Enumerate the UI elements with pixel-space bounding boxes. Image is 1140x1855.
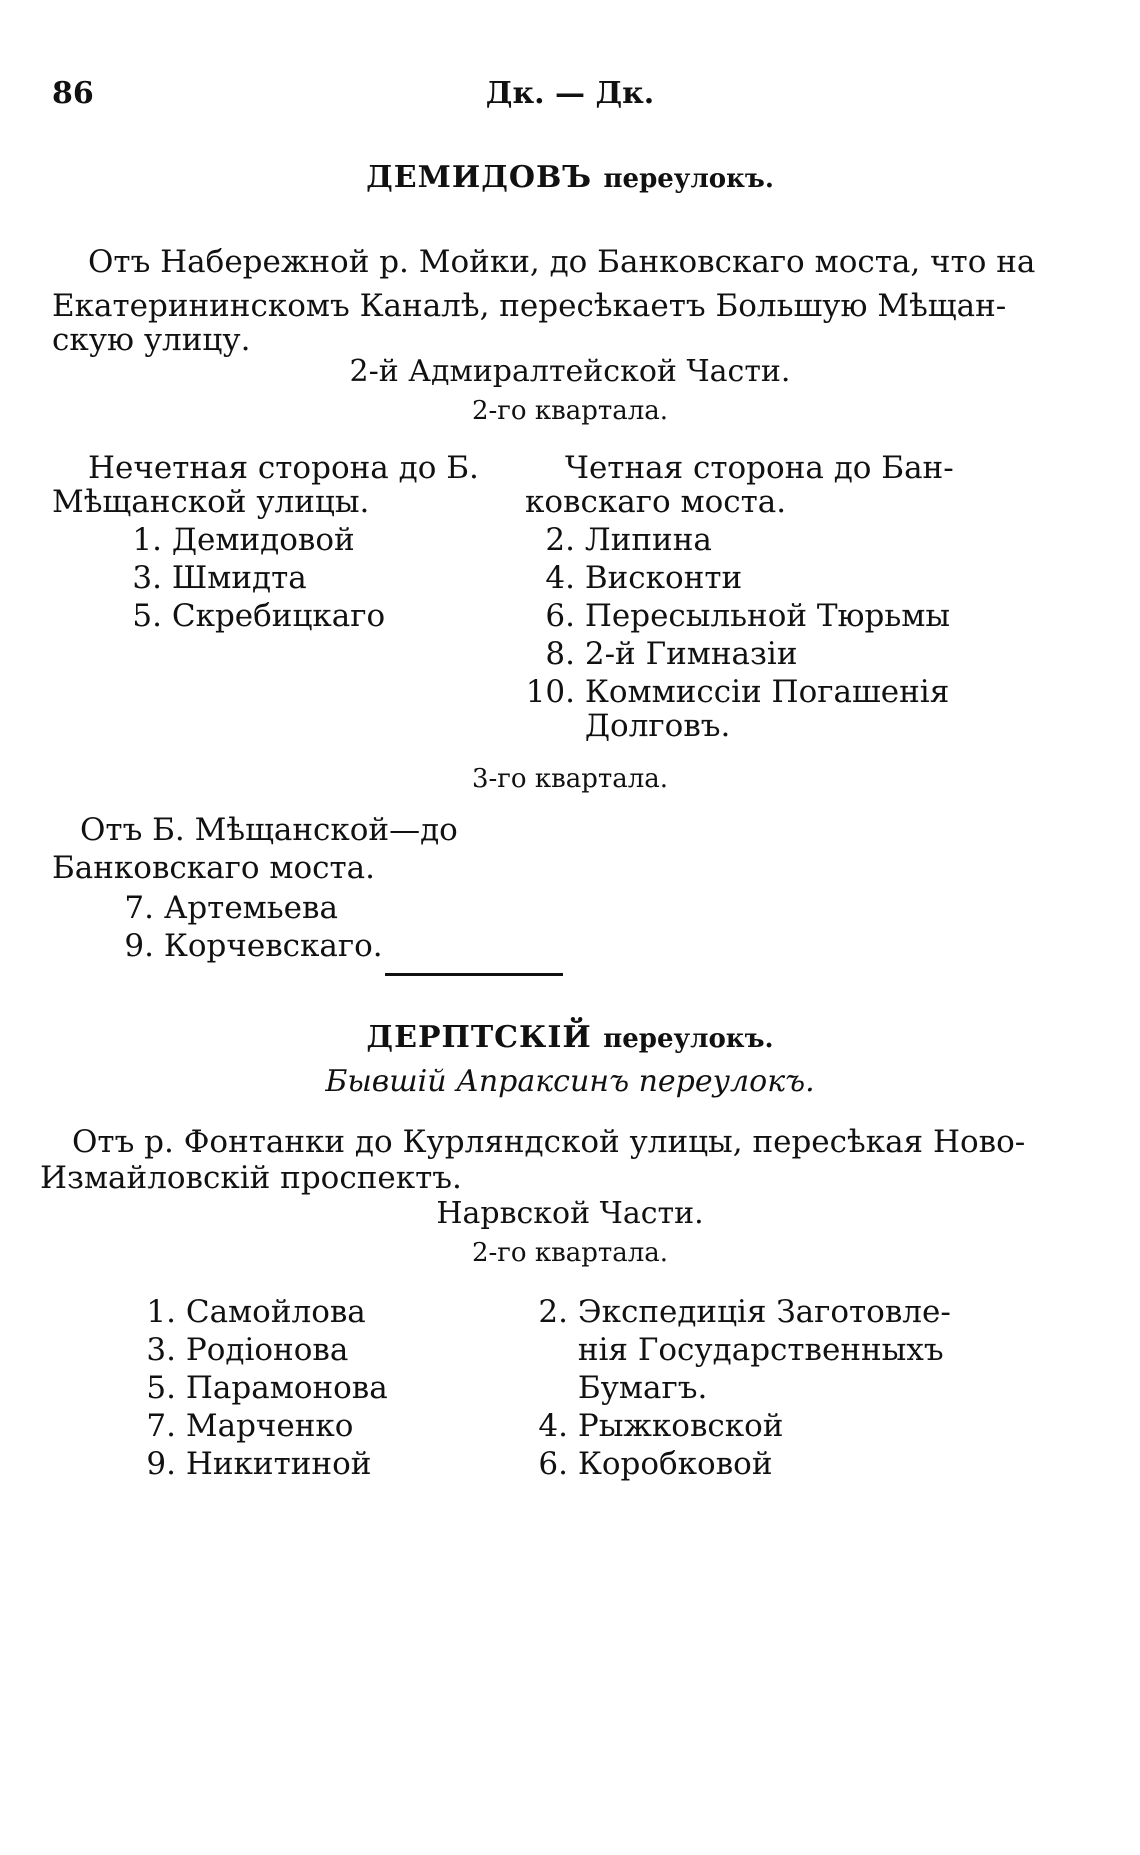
item-name: Коммиссіи Погашенія (584, 674, 950, 710)
section-title-derpt (0, 1020, 1140, 1055)
even-side-heading: ковскаго моста. (525, 484, 787, 520)
item-name: Самойлова (185, 1294, 366, 1330)
page-number: 86 (52, 76, 94, 111)
item-name: Никитиной (185, 1446, 372, 1482)
quarter-label: 2-го квартала. (471, 396, 669, 426)
odd-side-column (52, 1290, 492, 1486)
district-label: Нарвской Части. (436, 1196, 704, 1231)
item-name: Корчевскаго. (163, 928, 383, 964)
item-name: Бумагъ. (577, 1370, 708, 1406)
item-name: Долговъ. (584, 708, 731, 744)
item-number: 7. (146, 1408, 176, 1444)
item-number: 4. (538, 1408, 568, 1444)
list-item (52, 924, 552, 968)
item-number: 3. (132, 560, 162, 596)
item-name: Парамонова (185, 1370, 388, 1406)
item-number: 8. (545, 636, 575, 672)
item-number: 5. (132, 598, 162, 634)
item-name: Висконти (584, 560, 743, 596)
item-number: 1. (146, 1294, 176, 1330)
item-number: 3. (146, 1332, 176, 1368)
section-title-caps: ДЕРПТСКІЙ (366, 1020, 592, 1055)
running-head: Дк. — Дк. (485, 76, 655, 111)
description-line-1: Отъ р. Фонтанки до Курляндской улицы, пересѣкая Ново- (72, 1124, 1026, 1160)
quarter-label: 2-го квартала. (471, 1238, 669, 1268)
item-number: 6. (538, 1446, 568, 1482)
quarter-3-column (52, 808, 552, 968)
item-number: 10. (525, 674, 575, 710)
former-name: Бывшій Апраксинъ переулокъ. (325, 1064, 815, 1099)
item-name: Демидовой (171, 522, 355, 558)
item-name: Артемьева (163, 890, 338, 926)
list-item (52, 1442, 492, 1486)
section-title-caps: ДЕМИДОВЪ (366, 160, 593, 195)
item-number: 2. (545, 522, 575, 558)
odd-side-heading: Мѣщанской улицы. (52, 484, 370, 520)
item-number: 4. (545, 560, 575, 596)
description-line-2: Екатерининскомъ Каналѣ, пересѣкаетъ Большую Мѣщан- (52, 288, 1007, 324)
quarter-label: 3-го квартала. (471, 764, 669, 794)
item-name: Липина (584, 522, 712, 558)
item-name: Скребицкаго (171, 598, 386, 634)
description-line-2: Измайловскій проспектъ. (40, 1160, 462, 1196)
item-name: Рыжковской (577, 1408, 784, 1444)
item-number: 1. (132, 522, 162, 558)
section-title-rest: переулокъ. (603, 164, 774, 194)
even-side-column (525, 446, 1125, 748)
item-name: Шмидта (171, 560, 307, 596)
item-name: Экспедиція Заготовле- (577, 1294, 951, 1330)
quarter-3-heading: Банковскаго моста. (52, 850, 376, 886)
odd-side-column (52, 446, 492, 638)
item-name: Родіонова (185, 1332, 349, 1368)
list-item (52, 594, 492, 638)
item-number: 6. (545, 598, 575, 634)
section-title-rest: переулокъ. (603, 1024, 774, 1054)
even-side-heading: Четная сторона до Бан- (565, 450, 954, 486)
item-number: 9. (146, 1446, 176, 1482)
list-item (520, 1442, 1120, 1486)
district-label: 2-й Адмиралтейской Части. (349, 354, 791, 389)
item-name: нія Государственныхъ (577, 1332, 944, 1368)
item-number: 7. (124, 890, 154, 926)
item-name: Коробковой (577, 1446, 773, 1482)
section-title-demidov (0, 160, 1140, 195)
item-name: Марченко (185, 1408, 354, 1444)
description-line-1: Отъ Набережной р. Мойки, до Банковскаго моста, что на (88, 244, 1036, 280)
item-number: 2. (538, 1294, 568, 1330)
item-name: Пересыльной Тюрьмы (584, 598, 951, 634)
even-side-column (520, 1290, 1120, 1486)
odd-side-heading: Нечетная сторона до Б. (88, 450, 479, 486)
description-line-3: скую улицу. (52, 322, 251, 358)
item-number: 9. (124, 928, 154, 964)
item-number: 5. (146, 1370, 176, 1406)
section-divider (385, 973, 563, 976)
quarter-3-heading: Отъ Б. Мѣщанской—до (80, 812, 458, 848)
item-name: 2-й Гимназіи (584, 636, 798, 672)
